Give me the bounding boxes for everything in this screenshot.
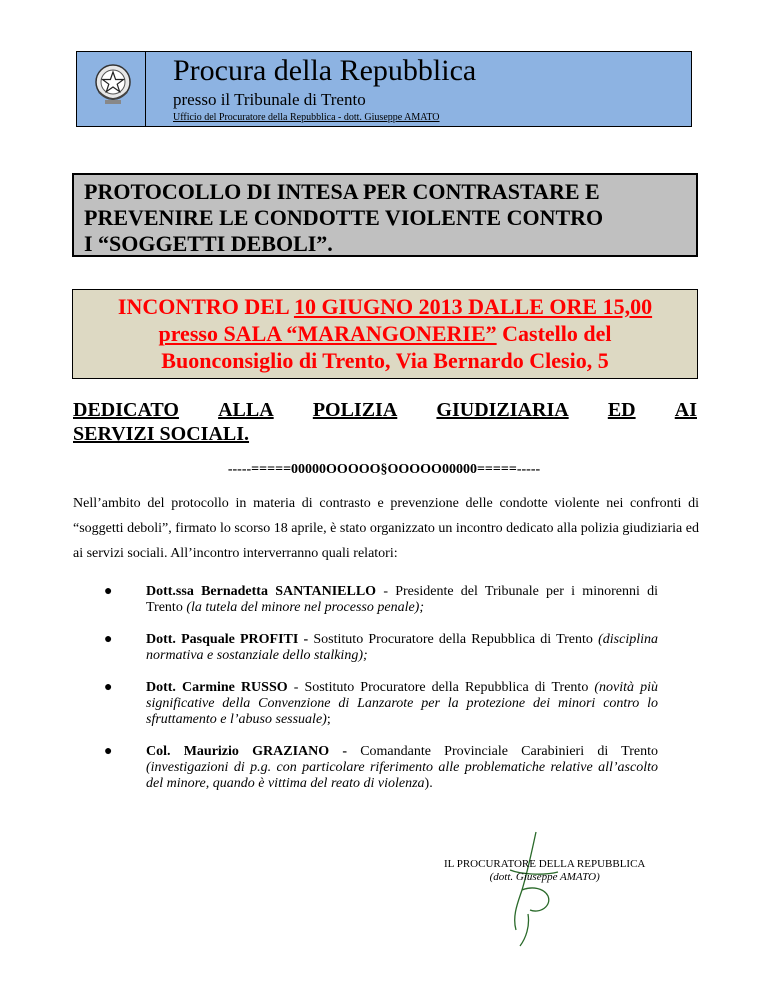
office-line: Ufficio del Procuratore della Repubblica - dott. Giuseppe AMATO — [173, 112, 440, 123]
speaker-role: Comandante Provinciale Carabinieri di Trento — [347, 744, 658, 759]
list-item — [104, 744, 658, 792]
intro-paragraph: Nell’ambito del protocollo in materia di contrasto e prevenzione delle condotte violente nei confronti di “soggetti deboli”, firmato lo scorso 18 aprile, è stato organizzato un incontro dedicato alla polizia giudiziaria ed ai servizi sociali. All’incontro interverranno quali relatori: — [73, 496, 699, 561]
separator-line: -----=====00000OOOOO§OOOOO00000=====----- — [227, 462, 541, 477]
meeting-line-1-pre: INCONTRO DEL — [117, 294, 294, 319]
protocol-heading — [84, 179, 603, 257]
speaker-role: Sostituto Procuratore della Repubblica di Trento — [308, 632, 599, 647]
dedication-word: AI — [674, 399, 697, 421]
speaker-name: Dott. Pasquale PROFITI - — [146, 632, 309, 647]
protocol-heading-box — [72, 173, 698, 257]
speaker-topic: (la tutela del minore nel processo penale); — [186, 600, 425, 615]
dedication-word: GIUDIZIARIA — [436, 399, 569, 421]
bullet-icon: ● — [104, 680, 113, 695]
bullet-icon: ● — [104, 584, 113, 599]
signature-title: IL PROCURATORE DELLA REPUBBLICA — [444, 858, 646, 870]
protocol-line: I “SOGGETTI DEBOLI”. — [84, 231, 333, 256]
protocol-line: PREVENIRE LE CONDOTTE VIOLENTE CONTRO — [84, 205, 604, 230]
dedication-word: DEDICATO — [73, 399, 179, 421]
list-item — [104, 584, 658, 616]
dedication-line-1 — [73, 398, 697, 422]
list-item — [104, 632, 658, 664]
dedication-word: ED — [607, 399, 636, 421]
meeting-line-2 — [73, 320, 697, 347]
meeting-date: 10 GIUGNO 2013 DALLE ORE 15,00 — [293, 294, 653, 319]
speaker-name: Col. Maurizio GRAZIANO - — [146, 744, 347, 759]
protocol-line: PROTOCOLLO DI INTESA PER CONTRASTARE E — [84, 179, 600, 204]
list-item — [104, 680, 659, 728]
speaker-tail: ; — [326, 712, 331, 727]
meeting-line-3: Buonconsiglio di Trento, Via Bernardo Clesio, 5 — [161, 348, 609, 373]
speaker-topic: (disciplina normativa e sostanziale dello stalking); — [146, 632, 658, 663]
signature-name: (dott. Giuseppe AMATO) — [489, 871, 600, 883]
speakers-list — [104, 584, 659, 808]
speaker-role: - Sostituto Procuratore della Repubblica di Trento — [287, 680, 595, 695]
speaker-tail: ). — [424, 776, 433, 791]
dedication-line-2: SERVIZI SOCIALI. — [73, 423, 250, 445]
speaker-topic: (investigazioni di p.g. con particolare riferimento alle problematiche relative all’ascolto del minore, quando è vittima del reato di violenza — [146, 760, 658, 791]
meeting-line-2-post: Castello del — [496, 321, 612, 346]
speaker-name: Dott. Carmine RUSSO — [146, 680, 288, 695]
bullet-icon: ● — [104, 632, 113, 647]
speaker-topic: (novità più significative della Convenzione di Lanzarote per la protezione dei minori contro lo sfruttamento e l’abuso sessuale) — [146, 680, 659, 727]
meeting-text — [73, 293, 697, 374]
dedication-heading — [73, 398, 697, 446]
meeting-box — [72, 289, 698, 379]
signature-block — [444, 858, 645, 884]
speaker-role: - Presidente del Tribunale per i minorenni di Trento — [146, 584, 658, 615]
office-title: Procura della Repubblica — [173, 54, 477, 87]
dedication-word: POLIZIA — [312, 399, 398, 421]
dedication-word: ALLA — [218, 399, 274, 421]
office-subtitle: presso il Tribunale di Trento — [173, 90, 366, 109]
meeting-room: presso SALA “MARANGONERIE” — [158, 321, 497, 346]
meeting-line-1 — [73, 293, 697, 320]
emblem-cell — [77, 52, 146, 126]
letterhead — [76, 51, 692, 127]
speaker-name: Dott.ssa Bernadetta SANTANIELLO — [146, 584, 377, 599]
italian-republic-emblem-icon — [93, 60, 133, 110]
handwritten-signature-icon — [492, 830, 572, 950]
bullet-icon: ● — [104, 744, 113, 759]
